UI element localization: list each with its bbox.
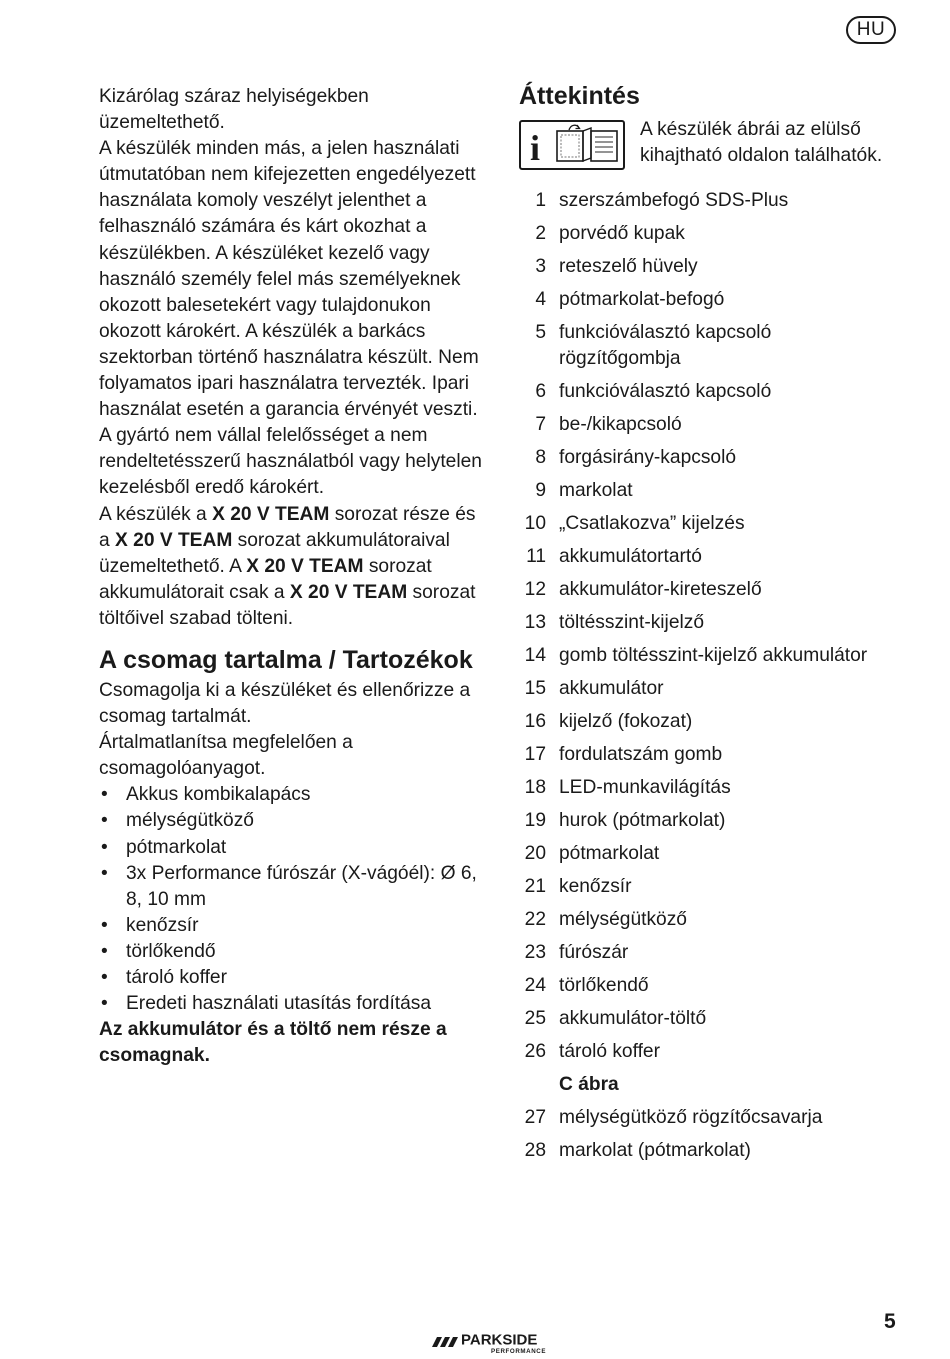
part-label: szerszámbefogó SDS-Plus — [559, 190, 789, 211]
parkside-logo — [432, 1320, 582, 1354]
package-item: • Eredeti használati utasítás fordítása — [99, 991, 484, 1017]
part-number: 5 — [535, 322, 546, 343]
part-item — [519, 610, 899, 636]
part-number: 24 — [524, 975, 546, 996]
part-label: pótmarkolat-befogó — [559, 289, 725, 310]
svg-text:i: i — [530, 128, 541, 168]
part-item — [519, 742, 899, 768]
part-label: hurok (pótmarkolat) — [559, 810, 726, 831]
package-heading: A csomag tartalma / Tartozékok — [99, 645, 473, 674]
part-label: törlőkendő — [559, 975, 649, 996]
part-label: kenőzsír — [559, 876, 632, 897]
part-item — [519, 577, 899, 603]
part-label: akkumulátor-töltő — [559, 1008, 707, 1029]
part-label: töltésszint-kijelző — [559, 612, 705, 633]
part-item — [519, 320, 899, 372]
part-item — [519, 412, 899, 438]
part-item — [519, 1006, 899, 1032]
part-label: mélységütköző rögzítőcsavarja — [559, 1107, 823, 1128]
part-number: 22 — [524, 909, 546, 930]
part-label: fordulatszám gomb — [559, 744, 723, 765]
part-item — [519, 511, 899, 537]
part-item — [519, 709, 899, 735]
part-number: 14 — [524, 645, 546, 666]
part-number: 19 — [524, 810, 546, 831]
part-item — [519, 643, 899, 669]
part-item — [519, 907, 899, 933]
series-text: sorozat része és a — [99, 503, 476, 551]
part-number: 15 — [524, 678, 546, 699]
part-item — [519, 188, 899, 214]
series-name: X 20 V TEAM — [289, 581, 408, 603]
part-item — [519, 808, 899, 834]
part-number: 3 — [535, 256, 546, 277]
parts-list — [519, 188, 899, 1164]
part-item — [519, 841, 899, 867]
part-number: 26 — [524, 1041, 546, 1062]
part-label: akkumulátor-kireteszelő — [559, 579, 762, 600]
series-name: X 20 V TEAM — [115, 529, 233, 551]
part-label: LED-munkavilágítás — [559, 777, 731, 798]
part-label: be-/kikapcsoló — [559, 414, 682, 435]
part-number: 2 — [535, 223, 546, 244]
part-number: 28 — [524, 1140, 546, 1161]
part-label: reteszelő hüvely — [559, 256, 698, 277]
part-label: gomb töltésszint-kijelző akkumulátor — [559, 645, 868, 666]
series-text: sorozat akkumulátorait csak a — [99, 555, 432, 603]
part-item — [519, 445, 899, 471]
part-number: 1 — [535, 190, 546, 211]
brand-subline: PERFORMANCE — [491, 1348, 547, 1354]
info-box — [519, 117, 899, 170]
part-item — [519, 478, 899, 504]
part-item — [519, 287, 899, 313]
part-number: 17 — [524, 744, 546, 765]
part-number: 4 — [535, 289, 546, 310]
series-text: A készülék a — [99, 503, 213, 525]
part-number: 27 — [524, 1107, 546, 1128]
part-number: 13 — [524, 612, 546, 633]
part-number: 7 — [535, 414, 546, 435]
fold-out-page-icon — [519, 120, 625, 170]
part-label: akkumulátor — [559, 678, 664, 699]
package-item: • mélységütköző — [99, 808, 484, 834]
package-list — [99, 782, 484, 1017]
package-dispose-text: Ártalmatlanítsa megfelelően a csomagolóanyagot. — [99, 732, 353, 780]
part-item — [519, 973, 899, 999]
package-item: • pótmarkolat — [99, 835, 484, 861]
part-label: markolat (pótmarkolat) — [559, 1140, 751, 1161]
part-item — [519, 221, 899, 247]
part-label: funkcióválasztó kapcsoló rögzítőgombja — [559, 322, 772, 369]
part-number: 9 — [535, 480, 546, 501]
series-text: sorozat töltőivel szabad tölteni. — [99, 581, 476, 629]
series-text: sorozat akkumulátoraival üzemeltethető. A — [99, 529, 450, 577]
language-badge: HU — [846, 16, 896, 44]
part-number: 18 — [524, 777, 546, 798]
part-item — [519, 1105, 899, 1131]
overview-note: A készülék ábrái az elülső kihajtható oldalon találhatók. — [640, 119, 883, 166]
part-label: funkcióválasztó kapcsoló — [559, 381, 772, 402]
part-number: 23 — [524, 942, 546, 963]
package-item: • kenőzsír — [99, 913, 484, 939]
part-label: mélységütköző — [559, 909, 687, 930]
brand-name: PARKSIDE — [461, 1331, 538, 1349]
package-note: Az akkumulátor és a töltő nem része a csomagnak. — [99, 1019, 447, 1067]
package-item: • 3x Performance fúrószár (X-vágóél): Ø 6, 8, 10 mm — [99, 861, 484, 913]
intro-paragraph: Kizárólag száraz helyiségekben üzemeltethető. — [99, 86, 369, 134]
part-number: 11 — [526, 546, 546, 567]
package-item: • tároló koffer — [99, 965, 484, 991]
package-item: • Akkus kombikalapács — [99, 782, 484, 808]
part-item — [519, 1039, 899, 1065]
part-label: „Csatlakozva” kijelzés — [559, 513, 745, 534]
figure-c-heading: C ábra — [559, 1074, 619, 1095]
package-unpack-text: Csomagolja ki a készüléket és ellenőrizze a csomag tartalmát. — [99, 679, 471, 728]
right-column — [519, 82, 899, 1171]
part-label: kijelző (fokozat) — [559, 711, 693, 732]
part-item — [519, 775, 899, 801]
part-item — [519, 254, 899, 280]
part-label: tároló koffer — [559, 1041, 660, 1062]
part-number: 25 — [524, 1008, 546, 1029]
part-item — [519, 379, 899, 405]
part-number: 10 — [524, 513, 546, 534]
package-item: • törlőkendő — [99, 939, 484, 965]
series-name: X 20 V TEAM — [246, 555, 364, 577]
part-item — [519, 544, 899, 570]
intended-use-paragraph: A készülék minden más, a jelen használati útmutatóban nem kifejezetten engedélyezett használata komoly veszélyt jelenthet a felhasználó számára és kárt okozhat a készülékben. A készüléket kezelő vagy használó személy felel más személyeknek okozott balesetekért vagy tulajdonukon okozott károkért. A készülék a barkács szektorban történő használatra készült. Nem folyamatos ipari használatra tervezték. Ipari használat esetén a garancia érvényét veszti. A gyártó nem vállal felelősséget a nem rendeltetésszerű használatból vagy helytelen kezelésből eredő károkért. — [99, 138, 482, 499]
part-label: fúrószár — [559, 942, 629, 963]
part-number: 12 — [524, 579, 546, 600]
part-label: akkumulátortartó — [559, 546, 702, 567]
page-number: 5 — [884, 1310, 896, 1333]
part-number: 20 — [524, 843, 546, 864]
series-paragraph — [99, 502, 484, 632]
part-label: porvédő kupak — [559, 223, 685, 244]
part-label: pótmarkolat — [559, 843, 660, 864]
part-number: 21 — [524, 876, 546, 897]
part-item — [519, 676, 899, 702]
part-item — [519, 1138, 899, 1164]
left-column — [99, 84, 484, 1069]
part-label: markolat — [559, 480, 633, 501]
part-label: forgásirány-kapcsoló — [559, 447, 737, 468]
part-number: 6 — [535, 381, 546, 402]
part-number: 8 — [535, 447, 546, 468]
part-item — [519, 874, 899, 900]
part-item — [519, 940, 899, 966]
series-name: X 20 V TEAM — [212, 503, 330, 525]
part-number: 16 — [524, 711, 546, 732]
overview-heading: Áttekintés — [519, 82, 640, 110]
